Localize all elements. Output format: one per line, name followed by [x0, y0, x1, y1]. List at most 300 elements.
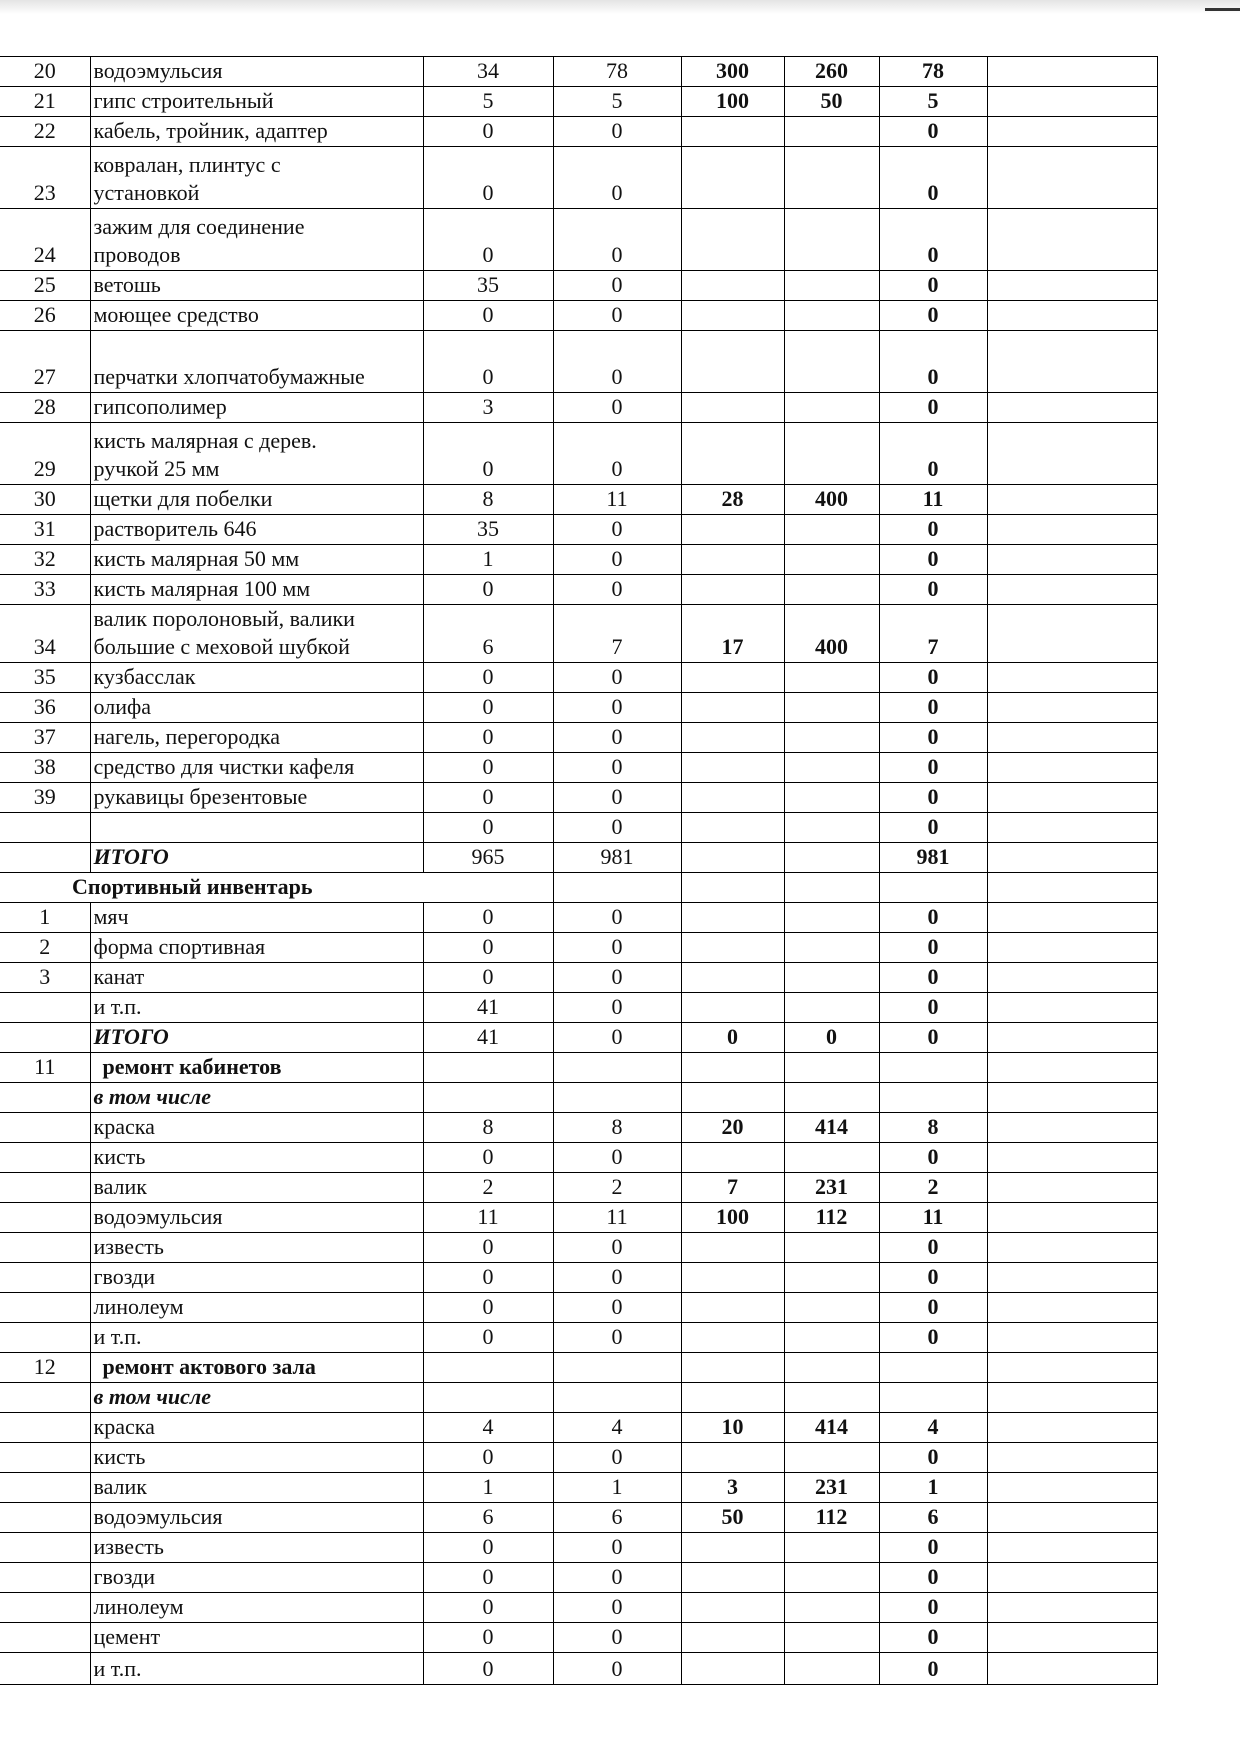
table-row — [0, 753, 1157, 783]
category-row — [0, 873, 1157, 903]
empty-cell — [681, 873, 784, 903]
row-number — [0, 1383, 90, 1413]
item-name — [90, 209, 423, 271]
value-cell-5: 0 — [879, 271, 987, 301]
table-row — [0, 515, 1157, 545]
value-cell-3 — [681, 271, 784, 301]
item-name: перчатки хлопчатобумажные — [90, 331, 423, 393]
value-cell-6 — [987, 1323, 1157, 1353]
value-cell-4 — [784, 663, 879, 693]
row-number: 1 — [0, 903, 90, 933]
value-cell-4: 0 — [784, 1023, 879, 1053]
value-cell-5: 0 — [879, 1233, 987, 1263]
value-cell-1: 0 — [423, 693, 553, 723]
value-cell-2: 0 — [553, 993, 681, 1023]
value-cell-6 — [987, 87, 1157, 117]
value-cell-6 — [987, 1473, 1157, 1503]
table-row — [0, 423, 1157, 485]
item-name: кисть — [90, 1443, 423, 1473]
value-cell-5: 0 — [879, 993, 987, 1023]
item-name: в том числе — [90, 1383, 423, 1413]
value-cell-5: 0 — [879, 209, 987, 271]
table-row — [0, 1023, 1157, 1053]
category-title: Спортивный инвентарь — [0, 873, 423, 903]
value-cell-2: 0 — [553, 783, 681, 813]
value-cell-5: 0 — [879, 117, 987, 147]
value-cell-6 — [987, 1593, 1157, 1623]
value-cell-4 — [784, 903, 879, 933]
value-cell-1: 5 — [423, 87, 553, 117]
value-cell-3: 10 — [681, 1413, 784, 1443]
value-cell-1: 0 — [423, 1233, 553, 1263]
value-cell-6 — [987, 663, 1157, 693]
item-name: кисть малярная 100 мм — [90, 575, 423, 605]
row-number — [0, 1443, 90, 1473]
value-cell-4: 400 — [784, 605, 879, 663]
value-cell-4 — [784, 545, 879, 575]
value-cell-1: 0 — [423, 117, 553, 147]
value-cell-1: 4 — [423, 1413, 553, 1443]
value-cell-3 — [681, 1593, 784, 1623]
value-cell-4 — [784, 331, 879, 393]
value-cell-1: 0 — [423, 1443, 553, 1473]
value-cell-2: 0 — [553, 545, 681, 575]
value-cell-5: 0 — [879, 545, 987, 575]
value-cell-6 — [987, 783, 1157, 813]
value-cell-5: 0 — [879, 753, 987, 783]
value-cell-4 — [784, 1053, 879, 1083]
row-number — [0, 1323, 90, 1353]
row-number: 33 — [0, 575, 90, 605]
value-cell-2: 0 — [553, 933, 681, 963]
value-cell-1: 2 — [423, 1173, 553, 1203]
value-cell-5 — [879, 1353, 987, 1383]
row-number: 31 — [0, 515, 90, 545]
table-row — [0, 1653, 1157, 1685]
value-cell-6 — [987, 271, 1157, 301]
value-cell-5: 0 — [879, 1593, 987, 1623]
value-cell-4 — [784, 1443, 879, 1473]
item-name: гипсополимер — [90, 393, 423, 423]
value-cell-2: 0 — [553, 1263, 681, 1293]
item-name: и т.п. — [90, 993, 423, 1023]
value-cell-3 — [681, 1353, 784, 1383]
value-cell-2: 0 — [553, 1593, 681, 1623]
table-row — [0, 1323, 1157, 1353]
value-cell-2: 4 — [553, 1413, 681, 1443]
value-cell-3: 300 — [681, 57, 784, 87]
row-number: 24 — [0, 209, 90, 271]
item-name: канат — [90, 963, 423, 993]
value-cell-5: 0 — [879, 1563, 987, 1593]
value-cell-4 — [784, 1653, 879, 1685]
item-name: цемент — [90, 1623, 423, 1653]
empty-cell — [784, 873, 879, 903]
value-cell-1: 11 — [423, 1203, 553, 1233]
item-name: водоэмульсия — [90, 1203, 423, 1233]
value-cell-6 — [987, 993, 1157, 1023]
value-cell-4 — [784, 423, 879, 485]
table-row — [0, 1353, 1157, 1383]
value-cell-6 — [987, 1263, 1157, 1293]
table-row — [0, 605, 1157, 663]
value-cell-4 — [784, 1293, 879, 1323]
item-name — [90, 147, 423, 209]
row-number: 26 — [0, 301, 90, 331]
value-cell-3 — [681, 1383, 784, 1413]
value-cell-2: 0 — [553, 1233, 681, 1263]
table-row — [0, 1143, 1157, 1173]
value-cell-1: 0 — [423, 1653, 553, 1685]
value-cell-5: 0 — [879, 813, 987, 843]
value-cell-6 — [987, 147, 1157, 209]
item-name: краска — [90, 1413, 423, 1443]
value-cell-3: 100 — [681, 87, 784, 117]
item-name: средство для чистки кафеля — [90, 753, 423, 783]
table-row — [0, 993, 1157, 1023]
value-cell-4 — [784, 147, 879, 209]
value-cell-1: 0 — [423, 1263, 553, 1293]
value-cell-2: 0 — [553, 575, 681, 605]
value-cell-1: 0 — [423, 1593, 553, 1623]
value-cell-6 — [987, 933, 1157, 963]
value-cell-1: 0 — [423, 753, 553, 783]
item-name: гипс строительный — [90, 87, 423, 117]
item-name: в том числе — [90, 1083, 423, 1113]
value-cell-6 — [987, 1533, 1157, 1563]
value-cell-6 — [987, 1413, 1157, 1443]
value-cell-5: 0 — [879, 1323, 987, 1353]
value-cell-4 — [784, 1323, 879, 1353]
value-cell-1: 0 — [423, 575, 553, 605]
value-cell-4 — [784, 813, 879, 843]
value-cell-2 — [553, 1053, 681, 1083]
row-number — [0, 1173, 90, 1203]
value-cell-1: 0 — [423, 301, 553, 331]
item-name: моющее средство — [90, 301, 423, 331]
table-row — [0, 57, 1157, 87]
value-cell-3 — [681, 1563, 784, 1593]
value-cell-6 — [987, 117, 1157, 147]
value-cell-1: 0 — [423, 813, 553, 843]
row-number — [0, 1233, 90, 1263]
item-name: форма спортивная — [90, 933, 423, 963]
value-cell-3: 28 — [681, 485, 784, 515]
table-row — [0, 575, 1157, 605]
value-cell-1: 6 — [423, 1503, 553, 1533]
value-cell-1: 41 — [423, 993, 553, 1023]
row-number — [0, 1203, 90, 1233]
item-name: линолеум — [90, 1293, 423, 1323]
value-cell-3 — [681, 1623, 784, 1653]
value-cell-3 — [681, 723, 784, 753]
table-row — [0, 147, 1157, 209]
row-number — [0, 1563, 90, 1593]
value-cell-4 — [784, 209, 879, 271]
value-cell-2: 0 — [553, 209, 681, 271]
item-name: ремонт актового зала — [90, 1353, 423, 1383]
value-cell-2: 0 — [553, 1653, 681, 1685]
value-cell-5 — [879, 1053, 987, 1083]
value-cell-4 — [784, 783, 879, 813]
item-name: водоэмульсия — [90, 1503, 423, 1533]
row-number: 27 — [0, 331, 90, 393]
value-cell-1: 1 — [423, 545, 553, 575]
value-cell-3 — [681, 393, 784, 423]
value-cell-3: 100 — [681, 1203, 784, 1233]
value-cell-6 — [987, 1113, 1157, 1143]
value-cell-5: 11 — [879, 485, 987, 515]
row-number: 39 — [0, 783, 90, 813]
row-number: 22 — [0, 117, 90, 147]
value-cell-5: 0 — [879, 1653, 987, 1685]
empty-cell — [879, 873, 987, 903]
table-row — [0, 1113, 1157, 1143]
value-cell-6 — [987, 57, 1157, 87]
value-cell-3 — [681, 117, 784, 147]
value-cell-5: 0 — [879, 903, 987, 933]
item-name: краска — [90, 1113, 423, 1143]
value-cell-5: 1 — [879, 1473, 987, 1503]
value-cell-4: 414 — [784, 1413, 879, 1443]
table-row — [0, 1083, 1157, 1113]
row-number: 29 — [0, 423, 90, 485]
value-cell-5: 0 — [879, 1533, 987, 1563]
value-cell-3: 17 — [681, 605, 784, 663]
page-top-shade — [0, 0, 1240, 14]
value-cell-3 — [681, 209, 784, 271]
value-cell-4: 231 — [784, 1173, 879, 1203]
table-row — [0, 843, 1157, 873]
value-cell-5: 0 — [879, 423, 987, 485]
table-row — [0, 1503, 1157, 1533]
item-name: линолеум — [90, 1593, 423, 1623]
item-name: олифа — [90, 693, 423, 723]
value-cell-3: 7 — [681, 1173, 784, 1203]
table-row — [0, 1053, 1157, 1083]
item-name: водоэмульсия — [90, 57, 423, 87]
value-cell-6 — [987, 393, 1157, 423]
value-cell-3: 20 — [681, 1113, 784, 1143]
value-cell-2: 6 — [553, 1503, 681, 1533]
value-cell-1: 0 — [423, 147, 553, 209]
value-cell-2: 0 — [553, 515, 681, 545]
value-cell-1: 0 — [423, 1533, 553, 1563]
value-cell-6 — [987, 605, 1157, 663]
value-cell-1: 1 — [423, 1473, 553, 1503]
value-cell-5: 0 — [879, 1263, 987, 1293]
value-cell-1: 3 — [423, 393, 553, 423]
value-cell-1: 0 — [423, 783, 553, 813]
value-cell-3 — [681, 663, 784, 693]
value-cell-1: 965 — [423, 843, 553, 873]
item-name-line-2: большие с меховой шубкой — [93, 634, 350, 659]
value-cell-2: 0 — [553, 147, 681, 209]
value-cell-3 — [681, 515, 784, 545]
value-cell-6 — [987, 843, 1157, 873]
value-cell-5: 4 — [879, 1413, 987, 1443]
value-cell-6 — [987, 1503, 1157, 1533]
row-number — [0, 1293, 90, 1323]
table-row — [0, 331, 1157, 393]
value-cell-5: 0 — [879, 515, 987, 545]
materials-table — [0, 56, 1158, 1685]
value-cell-2: 0 — [553, 1563, 681, 1593]
value-cell-2: 0 — [553, 813, 681, 843]
value-cell-3 — [681, 1233, 784, 1263]
value-cell-1: 8 — [423, 485, 553, 515]
value-cell-2: 0 — [553, 753, 681, 783]
row-number — [0, 1533, 90, 1563]
row-number — [0, 813, 90, 843]
value-cell-1: 0 — [423, 1143, 553, 1173]
value-cell-4 — [784, 1563, 879, 1593]
value-cell-4: 112 — [784, 1503, 879, 1533]
value-cell-1: 6 — [423, 605, 553, 663]
item-name-line-1: валик поролоновый, валики — [93, 606, 355, 631]
value-cell-6 — [987, 1023, 1157, 1053]
table-row — [0, 1533, 1157, 1563]
value-cell-4 — [784, 1593, 879, 1623]
item-name-line-2: проводов — [93, 242, 181, 267]
value-cell-3 — [681, 1653, 784, 1685]
value-cell-1: 0 — [423, 423, 553, 485]
value-cell-5: 11 — [879, 1203, 987, 1233]
value-cell-5: 0 — [879, 723, 987, 753]
value-cell-3 — [681, 963, 784, 993]
item-name — [90, 813, 423, 843]
value-cell-5: 0 — [879, 301, 987, 331]
value-cell-5 — [879, 1383, 987, 1413]
table-row — [0, 87, 1157, 117]
row-number — [0, 1023, 90, 1053]
value-cell-4 — [784, 723, 879, 753]
value-cell-1: 0 — [423, 903, 553, 933]
item-name: рукавицы брезентовые — [90, 783, 423, 813]
value-cell-2 — [553, 1353, 681, 1383]
row-number — [0, 843, 90, 873]
value-cell-1: 0 — [423, 1323, 553, 1353]
scan-corner-mark — [1205, 8, 1240, 11]
value-cell-4 — [784, 1143, 879, 1173]
table-row — [0, 1293, 1157, 1323]
value-cell-3 — [681, 813, 784, 843]
value-cell-4 — [784, 693, 879, 723]
value-cell-4: 400 — [784, 485, 879, 515]
item-name: кузбасслак — [90, 663, 423, 693]
value-cell-6 — [987, 423, 1157, 485]
value-cell-1: 0 — [423, 1293, 553, 1323]
value-cell-1: 0 — [423, 209, 553, 271]
value-cell-5: 0 — [879, 331, 987, 393]
row-number — [0, 1623, 90, 1653]
table-row — [0, 663, 1157, 693]
table-row — [0, 1383, 1157, 1413]
value-cell-5: 0 — [879, 1023, 987, 1053]
table-row — [0, 903, 1157, 933]
value-cell-3 — [681, 575, 784, 605]
value-cell-4: 414 — [784, 1113, 879, 1143]
value-cell-2 — [553, 1083, 681, 1113]
value-cell-4 — [784, 843, 879, 873]
value-cell-3 — [681, 753, 784, 783]
value-cell-3 — [681, 993, 784, 1023]
table-row — [0, 1233, 1157, 1263]
value-cell-1: 0 — [423, 933, 553, 963]
row-number — [0, 1083, 90, 1113]
table-row — [0, 783, 1157, 813]
row-number: 21 — [0, 87, 90, 117]
value-cell-2: 0 — [553, 1533, 681, 1563]
item-name-line-2: ручкой 25 мм — [93, 456, 220, 481]
value-cell-2: 78 — [553, 57, 681, 87]
value-cell-5: 0 — [879, 1443, 987, 1473]
value-cell-1: 41 — [423, 1023, 553, 1053]
row-number — [0, 1473, 90, 1503]
value-cell-2: 0 — [553, 301, 681, 331]
value-cell-1: 0 — [423, 331, 553, 393]
value-cell-4 — [784, 993, 879, 1023]
table-row — [0, 963, 1157, 993]
row-number: 20 — [0, 57, 90, 87]
value-cell-6 — [987, 963, 1157, 993]
value-cell-2: 0 — [553, 663, 681, 693]
value-cell-5: 0 — [879, 1143, 987, 1173]
value-cell-2: 0 — [553, 963, 681, 993]
value-cell-3 — [681, 423, 784, 485]
item-name: известь — [90, 1233, 423, 1263]
row-number — [0, 1593, 90, 1623]
item-name: валик — [90, 1473, 423, 1503]
value-cell-2: 0 — [553, 393, 681, 423]
item-name-line-1: ковралан, плинтус с — [93, 152, 281, 177]
value-cell-3 — [681, 933, 784, 963]
value-cell-6 — [987, 1653, 1157, 1685]
value-cell-6 — [987, 903, 1157, 933]
value-cell-5: 0 — [879, 933, 987, 963]
value-cell-4 — [784, 393, 879, 423]
value-cell-3: 50 — [681, 1503, 784, 1533]
table-row — [0, 1263, 1157, 1293]
value-cell-6 — [987, 1233, 1157, 1263]
value-cell-1 — [423, 1053, 553, 1083]
table-row — [0, 813, 1157, 843]
value-cell-1: 0 — [423, 1623, 553, 1653]
value-cell-5: 2 — [879, 1173, 987, 1203]
value-cell-5: 0 — [879, 783, 987, 813]
value-cell-6 — [987, 545, 1157, 575]
item-name: ремонт кабинетов — [90, 1053, 423, 1083]
table-row — [0, 117, 1157, 147]
value-cell-2: 0 — [553, 903, 681, 933]
value-cell-4 — [784, 1353, 879, 1383]
value-cell-5: 5 — [879, 87, 987, 117]
row-number — [0, 993, 90, 1023]
value-cell-4 — [784, 963, 879, 993]
value-cell-3 — [681, 331, 784, 393]
item-name: известь — [90, 1533, 423, 1563]
table-row — [0, 393, 1157, 423]
value-cell-6 — [987, 1083, 1157, 1113]
item-name — [90, 423, 423, 485]
table-row — [0, 1563, 1157, 1593]
value-cell-5: 0 — [879, 393, 987, 423]
row-number: 3 — [0, 963, 90, 993]
table-row — [0, 1623, 1157, 1653]
value-cell-6 — [987, 1353, 1157, 1383]
value-cell-1: 35 — [423, 515, 553, 545]
item-name: мяч — [90, 903, 423, 933]
